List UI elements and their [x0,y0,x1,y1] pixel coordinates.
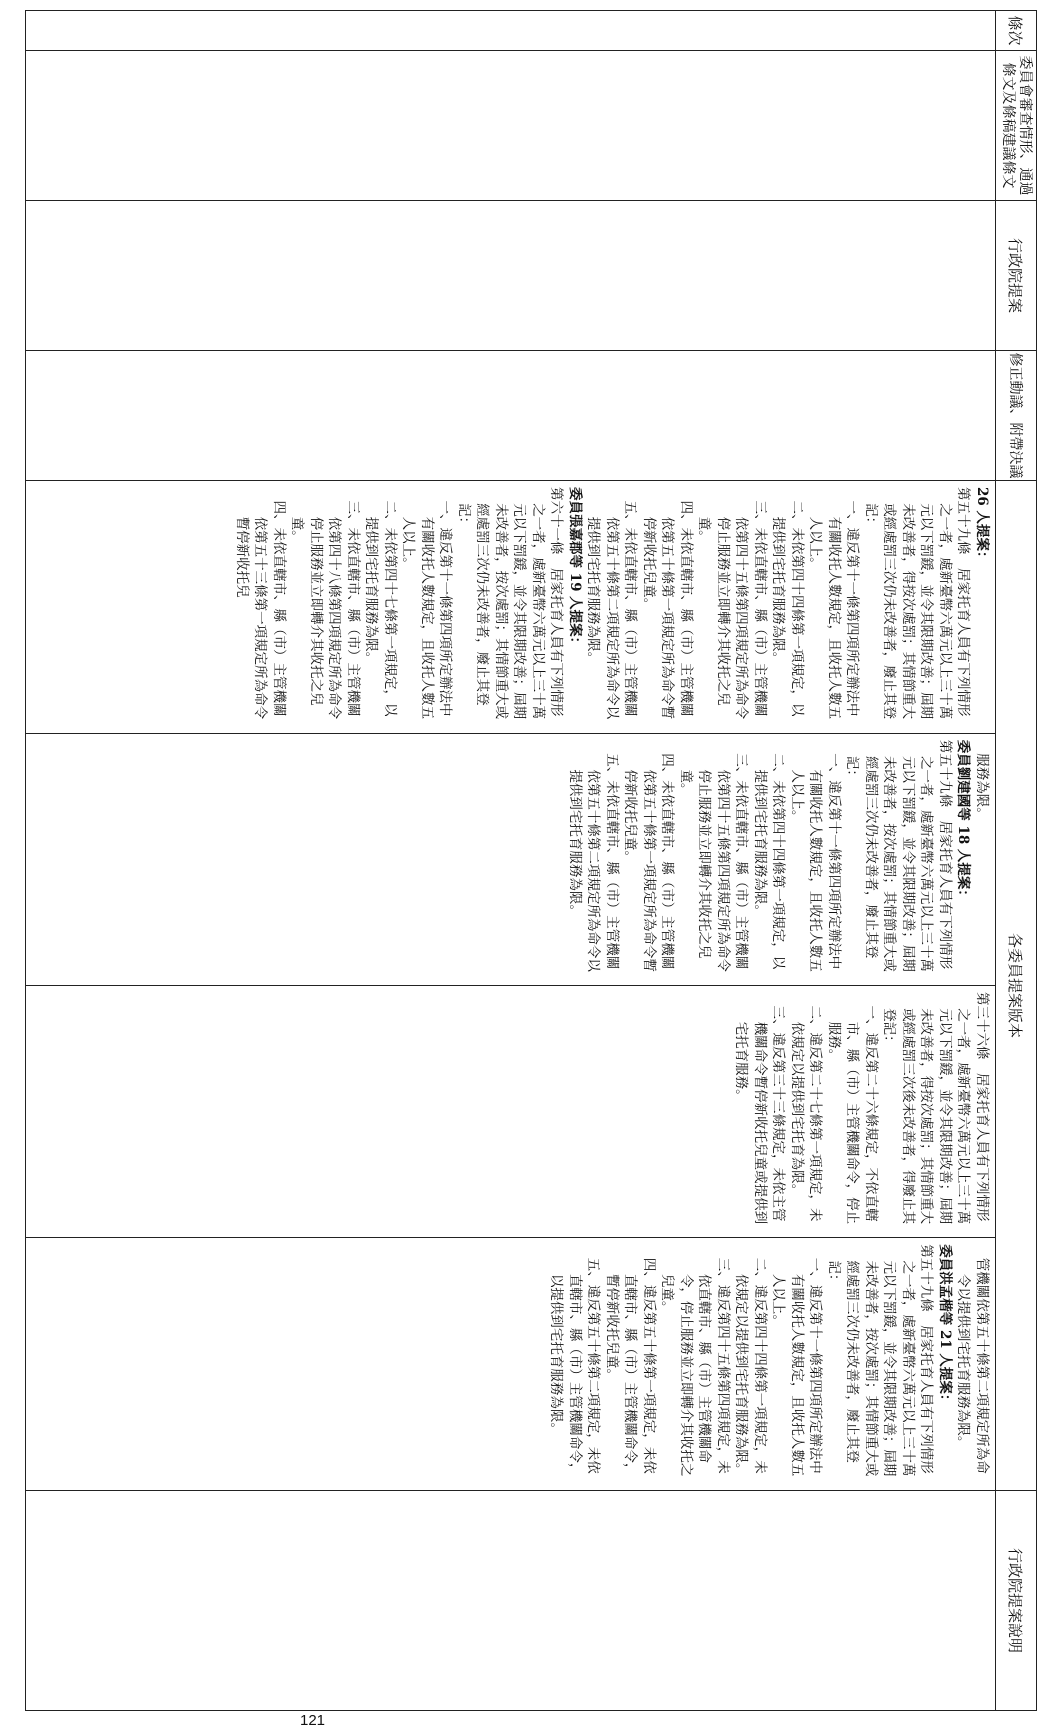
proposal-item: 四、違反第五十條第一項規定，未依直轄市、縣（市）主管機關命令，暫停新收托兒童。 [604,1257,657,1477]
proposal-article: 第六十一條 居家托育人員有下列情形之一者，處新臺幣六萬元以上三十萬元以下罰鍰，並令其限期改善；屆期未改善者，按次處罰；其情節重大或經處罰三次仍未改善者，廢止其登記： [456,487,565,720]
proposal-title: 26 人提案： [974,487,990,565]
proposal-item: 四、未依直轄市、縣（市）主管機關依第五十三條第一項規定所為命令暫停新收托兒 [234,500,287,720]
proposal-article: 第五十九條 居家托育人員有下列情形之一者，處新臺幣六萬元以上三十萬元以下罰鍰，並令其限期改善；屆期未改善者，按次處罰；其情節重大或經處罰三次仍未改善者，廢止其登記： [826,1244,935,1477]
header-member-proposals: 各委員提案版本 [996,481,1037,1491]
proposal-item: 一、違反第十一條第四項所定辦法中有關收托人數規定，且收托人數五人以上。 [400,500,454,720]
proposal-item: 二、違反第二十七條第一項規定，未依規定以提供到宅托育為限。 [789,1005,824,1222]
proposal-item: 五、未依直轄市、縣（市）主管機關依第五十條第二項規定所為命令以提供到宅托育服務為限。 [567,753,620,972]
cell-committee-review [26,51,996,201]
page-number: 121 [300,1712,326,1729]
proposal-item: 一、違反第十一條第四項所定辦法中有關收托人數規定，且收托人數五人以上。 [789,753,842,972]
cell-amendment-motion [26,351,996,481]
proposal-item: 三、未依直轄市、縣（市）主管機關依第四十五條第四項規定所為命令停止服務並立即轉介其收托之兒童。 [678,753,750,972]
header-article-no: 條次 [996,11,1037,51]
proposal-item: 四、未依直轄市、縣（市）主管機關依第五十條第一項規定所為命令暫停新收托兒童。 [641,500,694,720]
cell-executive-proposal [26,201,996,351]
proposal-item: 五、違反第五十條第二項規定，未依直轄市、縣（市）主管機關命令，以提供到宅托育服務為限。 [548,1257,602,1477]
rotated-table [25,10,1037,1710]
cell-member-proposals [26,481,996,1491]
proposal-item: 二、未依第四十四條第一項規定，以提供到宅托育服務為限。 [770,500,805,717]
member-column-3 [26,986,995,1238]
proposal-item: 二、未依第四十四條第一項規定，以提供到宅托育服務為限。 [752,753,787,970]
proposal-item: 一、違反第二十六條規定，不依直轄市、縣（市）主管機關命令，停止服務。 [826,1005,879,1225]
header-committee-review: 委員會審查情形、通過條文及條稿建議條文 [996,51,1037,201]
member-column-4 [26,1238,995,1490]
proposal-item: 三、違反第四十五條第四項規定，未依直轄市、縣（市）主管機關命令，停止服務並立即轉介其收托之兒童。 [659,1257,731,1477]
proposal-continuation: 服務為限。 [974,753,990,821]
proposal-item: 五、未依直轄市、縣（市）主管機關依第五十條第二項規定所為命令以提供到宅托育服務為限。 [585,500,639,720]
proposal-title: 委員劉建國等 18 人提案： [955,739,972,903]
proposal-item: 三、未依直轄市、縣（市）主管機關依第四十五條第四項規定所為命令停止服務並立即轉介其收托之兒童。 [696,500,768,720]
proposal-article: 第五十九條 居家托育人員有下列情形之一者，處新臺幣六萬元以上三十萬元以下罰鍰，並令其限期改善；屆期未改善者，按次處罰；其情節重大或經處罰三次仍未改善者，廢止其登記： [844,739,953,972]
proposal-item: 四、未依直轄市、縣（市）主管機關依第五十條第一項規定所為命令暫停新收托兒童。 [622,753,676,972]
header-amendment-motion: 修正動議、附帶決議 [996,351,1037,481]
proposal-item: 二、違反第四十四條第一項規定，未依規定以提供到宅托育服務為限。 [733,1257,768,1477]
proposal-item: 一、違反第十一條第四項所定辦法中有關收托人數規定，且收托人數五人以上。 [770,1257,824,1477]
proposal-title: 委員洪孟楷等 21 人提案： [937,1244,953,1408]
rotated-table-wrapper [25,10,1037,1710]
member-column-1 [26,481,995,733]
member-column-2 [26,733,995,985]
proposal-title: 委員張嘉郡等 19 人提案： [567,487,583,651]
proposal-item: 二、未依第四十七條第一項規定，以提供到宅托育服務為限。 [363,500,398,717]
proposal-item: 三、違反第三十三條規定，未依主管機關命令暫停新收托兒童或提供到宅托育服務。 [733,1005,787,1225]
member-proposal-columns [26,481,995,1490]
header-executive-proposal: 行政院提案 [996,201,1037,351]
proposal-article: 第三十六條 居家托育人員有下列情形之一者，處新臺幣六萬元以上三十萬元以下罰鍰，並令其限期改善；屆期未改善者，得按次處罰；其情節重大或經處罰三次後未改善者，得廢止其登記： [881,992,990,1225]
cell-executive-notes [26,1491,996,1711]
proposal-item: 一、違反第十一條第四項所定辦法中有關收托人數規定，且收托人數五人以上。 [807,500,861,720]
bill-comparison-table [25,10,1037,1711]
proposal-item: 三、未依直轄市、縣（市）主管機關依第四十八條第四項規定所為命令停止服務並立即轉介其收托之兒童。 [289,500,361,720]
proposal-continuation: 管機關依第五十條第二項規定所為命令以提供到宅托育服務為限。 [955,1257,990,1474]
cell-article-no [26,11,996,51]
proposal-article: 第五十九條 居家托育人員有下列情形之一者，處新臺幣六萬元以上三十萬元以下罰鍰，並令其限期改善；屆期未改善者，得按次處罰；其情節重大或經處罰三次仍未改善者，廢止其登記： [863,487,972,720]
header-executive-notes: 行政院提案說明 [996,1491,1037,1711]
